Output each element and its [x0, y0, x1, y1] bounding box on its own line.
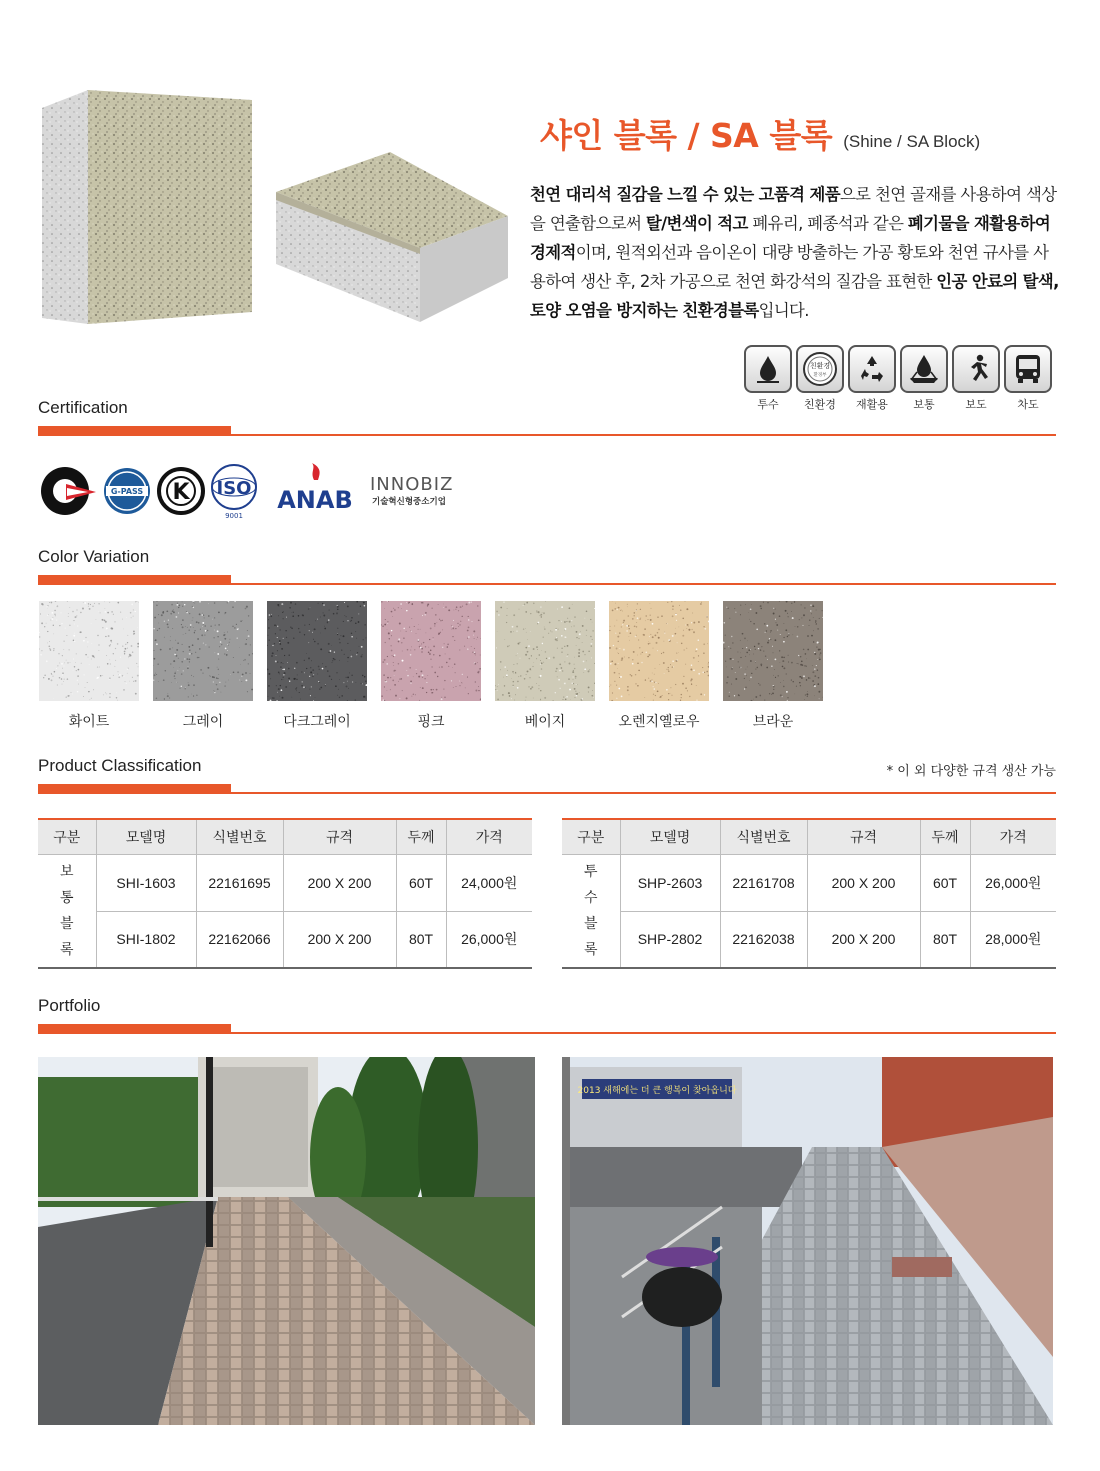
- cell-id: 22161708: [720, 854, 807, 911]
- category-cell: [38, 854, 96, 968]
- feature-permeable: [744, 345, 792, 412]
- innobiz-sub: 기술혁신형중소기업: [372, 497, 446, 507]
- category-char: 통: [59, 889, 74, 906]
- eco-badge-icon: [796, 345, 844, 393]
- certification-logos: [40, 462, 470, 520]
- product-title: [540, 110, 1060, 157]
- iso-logo: [212, 465, 256, 520]
- section-bar: [38, 1024, 231, 1033]
- cell-price: 26,000원: [446, 911, 532, 968]
- spec-table-permeable: [562, 818, 1056, 969]
- swatch-orange-yellow: [609, 601, 709, 731]
- desc-bold-2: 탈/변색이 적고: [645, 214, 748, 233]
- q-mark-logo: [41, 467, 96, 515]
- category-char: 블: [59, 915, 74, 932]
- cell-thickness: 60T: [396, 854, 446, 911]
- section-title-color-variation: Color Variation: [38, 547, 150, 566]
- ks-logo: [159, 469, 203, 513]
- swatch-label: 오렌지옐로우: [618, 714, 700, 730]
- drop-on-surface-icon: [900, 345, 948, 393]
- header-price: 가격: [970, 819, 1056, 854]
- header-category: 구분: [562, 819, 620, 854]
- feature-label: 친환경: [804, 398, 836, 411]
- cell-price: 24,000원: [446, 854, 532, 911]
- swatch-tile: [39, 601, 139, 701]
- header-size: 규격: [283, 819, 396, 854]
- desc-text-3: 이며, 원적외선과 음이온이 대량 방출하는 가공 황토와 천연 규사를 사용하여 생산 후, 2차 가공으로 천연 화강석의 질감을 표현한: [530, 243, 1049, 291]
- category-char: 록: [59, 941, 74, 958]
- table-header-row: [38, 819, 532, 854]
- desc-bold-4: 인공 안료의 탈색, 토양 오염을 방지하는 친환경블록: [530, 272, 1059, 320]
- swatch-tile: [381, 601, 481, 701]
- swatch-tile: [723, 601, 823, 701]
- feature-label: 재활용: [856, 398, 888, 411]
- ks-text: K: [172, 480, 190, 505]
- pedestrian-icon: [952, 345, 1000, 393]
- header-thickness: 두께: [396, 819, 446, 854]
- swatch-brown: [723, 601, 823, 731]
- cell-thickness: 60T: [920, 854, 970, 911]
- swatch-label: 그레이: [182, 714, 224, 730]
- category-char: 록: [583, 941, 598, 958]
- swatch-beige: [495, 601, 595, 731]
- header-model: 모델명: [96, 819, 196, 854]
- category-char: 보: [59, 863, 74, 880]
- anab-text: ANAB: [277, 486, 353, 514]
- desc-bold-1: 천연 대리석 질감을 느낄 수 있는 고품격 제품: [530, 185, 840, 204]
- section-title-portfolio: Portfolio: [38, 996, 101, 1015]
- innobiz-logo: [370, 474, 453, 507]
- desc-bold-3: 폐기물을 재활용하여 경제적: [530, 214, 1051, 262]
- tall-block-image: [40, 88, 252, 324]
- table-row: [562, 854, 1056, 911]
- title-main: 샤인 블록 / SA 블록: [540, 116, 833, 155]
- feature-label: 보통: [913, 398, 935, 411]
- header-size: 규격: [807, 819, 920, 854]
- category-char: 블: [583, 915, 598, 932]
- gpass-logo: [104, 468, 150, 514]
- swatch-tile: [609, 601, 709, 701]
- product-description: [530, 180, 1060, 325]
- cell-model: SHP-2603: [620, 854, 720, 911]
- section-title-certification: Certification: [38, 398, 128, 417]
- innobiz-text: INNOBIZ: [370, 474, 454, 495]
- swatch-pink: [381, 601, 481, 731]
- banner-text: 2013 새해에는 더 큰 행복이 찾아옵니다: [577, 1086, 737, 1096]
- swatch-white: [39, 601, 139, 731]
- section-title-product-classification: Product Classification: [38, 756, 202, 775]
- title-sub: (Shine / SA Block): [843, 132, 981, 151]
- category-cell: [562, 854, 620, 968]
- swatch-label: 브라운: [752, 714, 794, 730]
- feature-icons: [744, 345, 1052, 412]
- desc-text-4: 입니다.: [758, 301, 809, 320]
- eco-badge-text: 친환경: [809, 362, 831, 370]
- table-header-row: [562, 819, 1056, 854]
- cell-model: SHI-1603: [96, 854, 196, 911]
- table-row: [38, 854, 532, 911]
- table-row: [38, 911, 532, 968]
- header-model: 모델명: [620, 819, 720, 854]
- header-price: 가격: [446, 819, 532, 854]
- cell-thickness: 80T: [396, 911, 446, 968]
- cell-id: 22162066: [196, 911, 283, 968]
- swatch-dark-gray: [267, 601, 367, 731]
- cell-size: 200 X 200: [807, 911, 920, 968]
- section-bar: [38, 784, 231, 793]
- feature-label: 차도: [1017, 398, 1039, 411]
- iso-number: 9001: [225, 512, 243, 520]
- spec-table-normal: [38, 818, 532, 969]
- desc-text-1: 으로 천연 골재를 사용하여 색상을 연출함으로써: [530, 185, 1057, 233]
- category-char: 투: [583, 863, 598, 880]
- feature-label: 투수: [757, 398, 779, 411]
- cell-price: 26,000원: [970, 854, 1056, 911]
- spec-note: * 이 외 다양한 규격 생산 가능: [886, 764, 1056, 779]
- cell-model: SHI-1802: [96, 911, 196, 968]
- header-thickness: 두께: [920, 819, 970, 854]
- swatch-label: 베이지: [524, 714, 566, 730]
- category-char: 수: [583, 889, 598, 906]
- portfolio-photo-street: [38, 1057, 535, 1425]
- swatch-gray: [153, 601, 253, 731]
- water-drop-icon: [744, 345, 792, 393]
- eco-badge-sub: 환경부: [813, 373, 827, 378]
- recycle-icon: [848, 345, 896, 393]
- cell-id: 22162038: [720, 911, 807, 968]
- swatch-label: 핑크: [417, 714, 445, 730]
- feature-eco: [796, 345, 844, 412]
- iso-text: ISO: [216, 478, 252, 499]
- section-bar: [38, 575, 231, 584]
- desc-text-2: 폐유리, 폐종석과 같은: [747, 214, 908, 233]
- cell-id: 22161695: [196, 854, 283, 911]
- swatch-label: 화이트: [68, 714, 110, 730]
- swatch-label: 다크그레이: [283, 714, 351, 730]
- feature-label: 보도: [965, 398, 987, 411]
- flat-block-image: [270, 152, 510, 322]
- cell-price: 28,000원: [970, 911, 1056, 968]
- section-bar: [38, 426, 231, 435]
- gpass-text: G-PASS: [110, 487, 144, 496]
- anab-logo: [277, 463, 353, 514]
- portfolio-photo-sidewalk: [562, 1057, 1053, 1425]
- color-swatches: [39, 601, 823, 731]
- feature-roadway: [1004, 345, 1052, 412]
- table-row: [562, 911, 1056, 968]
- cell-model: SHP-2802: [620, 911, 720, 968]
- cell-thickness: 80T: [920, 911, 970, 968]
- swatch-tile: [495, 601, 595, 701]
- feature-normal: [900, 345, 948, 412]
- cell-size: 200 X 200: [283, 854, 396, 911]
- swatch-tile: [153, 601, 253, 701]
- cell-size: 200 X 200: [807, 854, 920, 911]
- header-id: 식별번호: [196, 819, 283, 854]
- feature-recycle: [848, 345, 896, 412]
- cell-size: 200 X 200: [283, 911, 396, 968]
- bus-icon: [1004, 345, 1052, 393]
- swatch-tile: [267, 601, 367, 701]
- header-category: 구분: [38, 819, 96, 854]
- feature-sidewalk: [952, 345, 1000, 412]
- header-id: 식별번호: [720, 819, 807, 854]
